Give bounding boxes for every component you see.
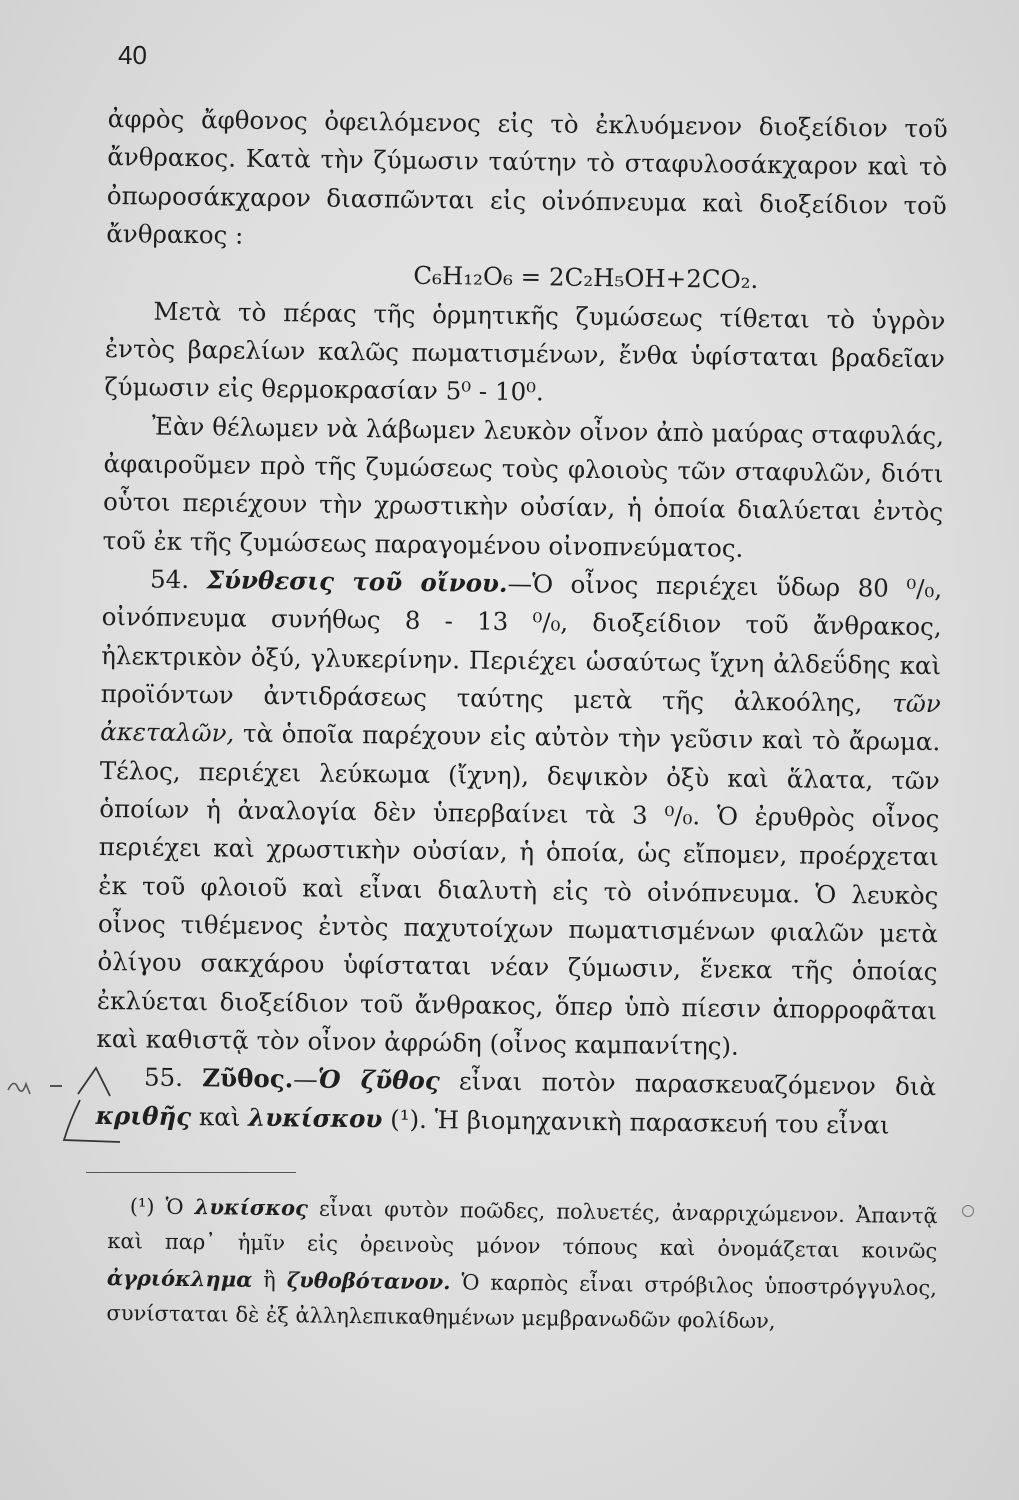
footnote-text: εἶναι φυτὸν ποῶδες, πολυετές, ἀναρριχώμενον. Ἀπαντᾷ καὶ παρ᾽ ἡμῖν εἰς ὀρεινοὺς μόνον τόπους καὶ ὀνομάζεται κοινῶς [107, 1196, 938, 1264]
section-number: 55. [143, 1062, 184, 1093]
section-55 [95, 1058, 936, 1145]
section-text: εἶναι ποτὸν παρασκευαζόμενον διὰ [458, 1066, 937, 1102]
italic-term: Ὁ ζῦθος [317, 1064, 440, 1096]
section-number: 54. [149, 564, 190, 594]
section-text: Ἡ βιομηχανικὴ παρασκευή του εἶναι [434, 1104, 890, 1140]
footnote-ref: (¹). [390, 1104, 428, 1134]
footnote-text: Ὁ καρπὸς εἶναι στρόβιλος ὑποστρόγγυλος, συνίσταται δὲ ἐξ ἀλληλεπικαθημένων μεμβρανωδῶν φολίδων, [106, 1269, 938, 1333]
paragraph-continued: ἀφρὸς ἄφθονος ὀφειλόμενος εἰς τὸ ἐκλυόμενον διοξείδιον τοῦ ἄνθρακος. Κατὰ τὴν ζύμωσιν ταύτην τὸ σταφυλοσάκχαρον καὶ τὸ ὀπωροσάκχαρον διασπῶνται εἰς οἰνόπνευμα καὶ διοξείδιον τοῦ ἄνθρακος : [106, 103, 948, 250]
italic-term: τῶν ἀκεταλῶν, [100, 688, 941, 748]
handwritten-margin-mark-icon [0, 1060, 130, 1150]
footnote [106, 1188, 938, 1341]
paragraph-white-wine: Ἐὰν θέλωμεν νὰ λάβωμεν λευκὸν οἶνον ἀπὸ μαύρας σταφυλάς, ἀφαιροῦμεν πρὸ τῆς ζυμώσεως τοὺς φλοιοὺς τῶν σταφυλῶν, διότι οὗτοι περιέχουν τὴν χρωστικὴν οὐσίαν, ἡ ὁποία διαλύεται ἐντὸς τοῦ ἐκ τῆς ζυμώσεως παραγομένου οἰνοπνεύματος. [102, 411, 945, 563]
section-text: τὰ ὁποῖα παρέχουν εἰς αὐτὸν τὴν γεῦσιν καὶ τὸ ἄρωμα. Τέλος, περιέχει λεύκωμα (ἴχνη), δεψικὸν ὀξὺ καὶ ἅλατα, τῶν ὁποίων ἡ ἀναλογία δὲν ὑπερβαίνει τὰ 3 ⁰/₀. Ὁ ἐρυθρὸς οἶνος περιέχει καὶ χρωστικὴν οὐσίαν, ἡ ὁποία, ὡς εἴπομεν, προέρχεται ἐκ τοῦ φλοιοῦ καὶ εἶναι διαλυτὴ εἰς τὸ οἰνόπνευμα. Ὁ λευκὸς οἶνος τιθέμενος ἐντὸς παχυτοίχων πωματισμένων φιαλῶν μετὰ ὀλίγου σακχάρου ὑφίσταται νέαν ζύμωσιν, ἕνεκα τῆς ὁποίας ἐκλύεται διοξείδιον τοῦ ἄνθρακος, ὅπερ ὑπὸ πίεσιν ἀπορροφᾶται καὶ καθιστᾷ τὸν οἶνον ἀφρώδη (οἶνος καμπανίτης). [96, 718, 941, 1061]
section-text: καὶ [198, 1101, 241, 1132]
italic-term: ἀγριόκλημα [106, 1264, 253, 1292]
page-number: 40 [118, 40, 147, 70]
footnote-rule [86, 1172, 296, 1173]
italic-term: λυκίσκος [194, 1194, 309, 1221]
section-54 [96, 560, 942, 1068]
footnote-text: Ὁ [165, 1194, 184, 1219]
section-heading: Σύνθεσις τοῦ οἴνου. [206, 565, 508, 598]
footnote-text: ἢ [263, 1267, 277, 1292]
dash: — [293, 1064, 318, 1094]
section-heading: Ζῦθος. [202, 1063, 294, 1094]
paragraph-fermentation: Μετὰ τὸ πέρας τῆς ὁρμητικῆς ζυμώσεως τίθεται τὸ ὑγρὸν ἐντὸς βαρελίων καλῶς πωματισμένων, ἔνθα ὑφίσταται βραδεῖαν ζύμωσιν εἰς θερμοκρασίαν 5⁰ - 10⁰. [104, 296, 946, 407]
footnote-marker: (¹) [129, 1194, 155, 1219]
italic-term: ζυθοβότανον. [286, 1266, 451, 1294]
body-text [95, 100, 948, 1145]
section-text: —Ὁ οἶνος περιέχει ὕδωρ 80 ⁰/₀, οἰνόπνευμα συνήθως 8 - 13 ⁰/₀, διοξείδιον τοῦ ἄνθρακος, ἠλεκτρικὸν ὀξύ, γλυκερίνην. Περιέχει ὡσαύτως ἴχνη ἀλδεΰδης καὶ προϊόντων ἀντιδράσεως ταύτης μετὰ τῆς ἀλκοόλης, [100, 568, 943, 718]
stray-mark-icon [962, 1205, 974, 1217]
chemical-formula: C₆H₁₂O₆ = 2C₂H₅OH+2CO₂. [413, 261, 759, 295]
italic-term: λυκίσκου [248, 1102, 383, 1133]
italic-term: κριθῆς [95, 1100, 192, 1131]
